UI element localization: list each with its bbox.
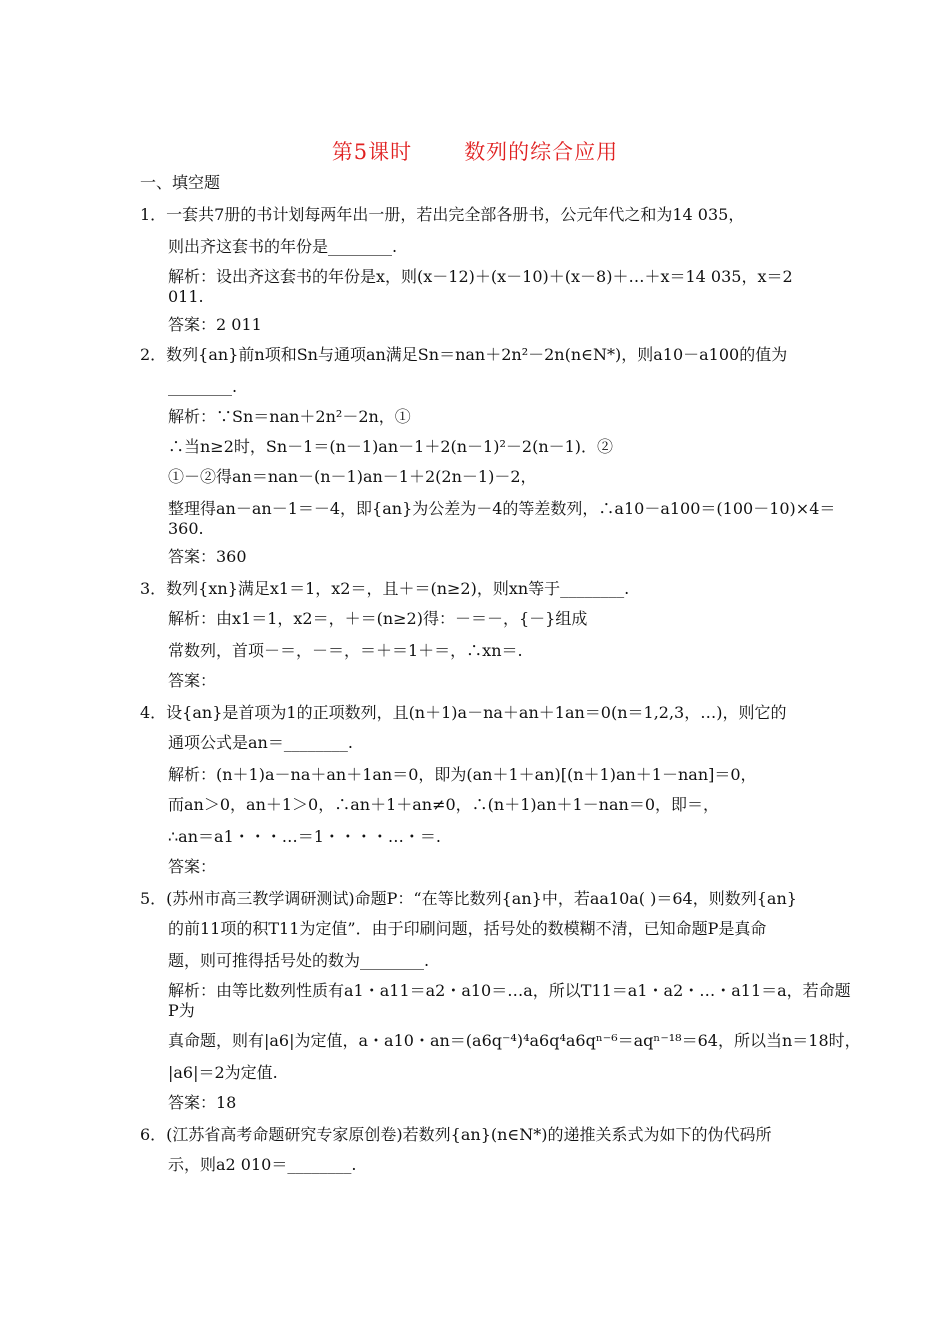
lesson-number: 第5课时: [331, 140, 413, 164]
text-line: ∴an＝a1・・・…＝1・・・・…・＝.: [168, 827, 442, 846]
text-line: 而an＞0，an＋1＞0，∴an＋1＋an≠0，∴(n＋1)an＋1－nan＝0，即＝，: [168, 795, 720, 814]
text-line: 的前11项的积T11为定值”．由于印刷问题，括号处的数模糊不清，已知命题P是真命: [168, 919, 767, 938]
text-line: |a6|＝2为定值.: [168, 1063, 278, 1082]
text-line: 示，则a2 010＝________.: [168, 1155, 357, 1174]
text-line: 则出齐这套书的年份是________.: [168, 237, 398, 256]
text-line: 360.: [168, 519, 204, 538]
answer-line: 答案：18: [168, 1093, 237, 1112]
text-line: 解析：由x1＝1，x2＝，＋＝(n≥2)得：－＝－，{－}组成: [168, 609, 588, 628]
text-line: ①－②得an＝nan－(n－1)an－1＋2(2n－1)－2，: [168, 467, 537, 486]
text-line: 解析：由等比数列性质有a1・a11＝a2・a10＝…a，所以T11＝a1・a2・…・a11＝a，若命题: [168, 981, 851, 1000]
text-line: 真命题，则有|a6|为定值，a・a10・an＝(a6q⁻⁴)⁴a6q⁴a6qⁿ⁻⁶＝aqⁿ⁻¹⁸＝64，所以当n＝18时，: [168, 1031, 861, 1050]
answer-line: 答案：2 011: [168, 315, 262, 334]
text-line: 整理得an－an－1＝－4，即{an}为公差为－4的等差数列，∴a10－a100＝(100－10)×4＝: [168, 499, 836, 518]
text-line: 011.: [168, 287, 204, 306]
answer-line: 答案：: [168, 857, 217, 876]
page-title: [0, 136, 950, 166]
section-heading: 一、填空题: [140, 173, 221, 192]
text-line: 3．数列{xn}满足x1＝1，x2＝，且＋＝(n≥2)，则xn等于________.: [140, 579, 630, 598]
answer-line: 答案：360: [168, 547, 247, 566]
text-line: 1．一套共7册的书计划每两年出一册，若出完全部各册书，公元年代之和为14 035，: [140, 205, 745, 224]
text-line: 通项公式是an＝________.: [168, 733, 353, 752]
text-line: 解析：∵Sn＝nan＋2n²－2n，①: [168, 407, 411, 426]
text-line: 5．(苏州市高三教学调研测试)命题P：“在等比数列{an}中，若aa10a( )＝64，则数列{an}: [140, 889, 797, 908]
lesson-topic: 数列的综合应用: [464, 140, 619, 164]
answer-line: 答案：: [168, 671, 217, 690]
text-line: 解析：(n＋1)a－na＋an＋1an＝0，即为(an＋1＋an)[(n＋1)an＋1－nan]＝0，: [168, 765, 757, 784]
text-line: 2．数列{an}前n项和Sn与通项an满足Sn＝nan＋2n²－2n(n∈N*)，则a10－a100的值为: [140, 345, 788, 364]
text-line: ________.: [168, 377, 238, 396]
text-line: P为: [168, 1001, 195, 1020]
text-line: 常数列，首项－＝，－＝，＝＋＝1＋＝，∴xn＝.: [168, 641, 523, 660]
text-line: 4．设{an}是首项为1的正项数列，且(n＋1)a－na＋an＋1an＝0(n＝1,2,3，…)，则它的: [140, 703, 787, 722]
text-line: 题，则可推得括号处的数为________.: [168, 951, 430, 970]
text-line: 解析：设出齐这套书的年份是x，则(x－12)＋(x－10)＋(x－8)＋…＋x＝14 035，x＝2: [168, 267, 793, 286]
text-line: 6．(江苏省高考命题研究专家原创卷)若数列{an}(n∈N*)的递推关系式为如下的伪代码所: [140, 1125, 772, 1144]
text-line: ∴当n≥2时，Sn－1＝(n－1)an－1＋2(n－1)²－2(n－1)．②: [168, 437, 614, 456]
